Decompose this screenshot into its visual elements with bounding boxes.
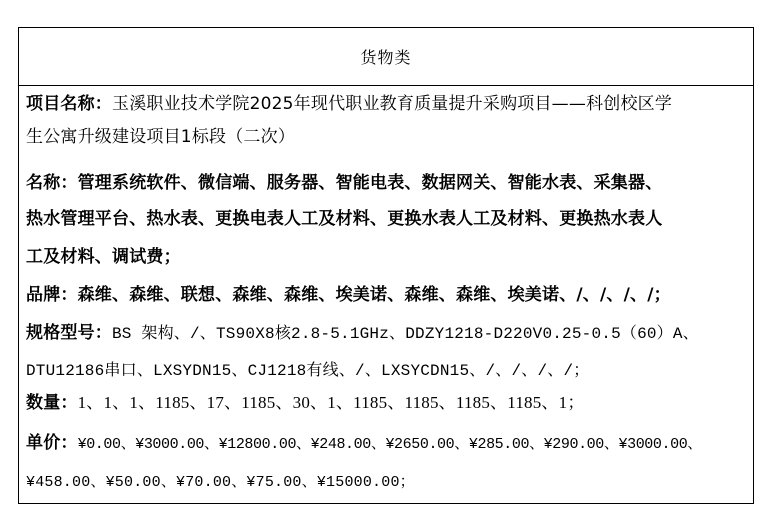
models-line-1 [26, 321, 752, 345]
quantities-value: 1、1、1、1185、17、1185、30、1、1185、1185、1185、1185、1； [77, 393, 585, 412]
table-header-row [19, 28, 753, 86]
brands-text: 品牌：森维、森维、联想、森维、森维、埃美诺、森维、森维、埃美诺、/、/、/、/； [26, 285, 671, 305]
project-name-value-cont: 生公寓升级建设项目1标段（二次） [26, 127, 296, 147]
item-names-line-1 [26, 171, 752, 195]
models-label: 规格型号： [26, 323, 112, 343]
item-names-line-3 [26, 245, 752, 269]
item-names-text: 名称：管理系统软件、微信端、服务器、智能电表、数据网关、智能水表、采集器、 [26, 173, 663, 193]
unit-prices-line-1 [26, 431, 752, 455]
project-name-line-1 [26, 92, 752, 116]
table-title: 货物类 [360, 48, 412, 67]
project-name-value: 玉溪职业技术学院2025年现代职业教育质量提升采购项目——科创校区学 [112, 94, 673, 114]
quantities-line [26, 391, 752, 415]
project-name-label: 项目名称： [26, 94, 112, 114]
models-line-2 [26, 359, 752, 383]
project-name-line-2 [26, 125, 752, 149]
models-value: BS 架构、/、TS90X8核2.8-5.1GHz、DDZY1218-D220V0.25-0.5（60）A、 [112, 325, 699, 343]
models-value-cont: DTU12186串口、LXSYDN15、CJ1218有线、/、LXSYCDN15、/、/、/、/； [26, 362, 590, 380]
unit-prices-label: 单价： [26, 433, 78, 453]
unit-prices-value: ¥0.00、¥3000.00、¥12800.00、¥248.00、¥2650.00、¥285.00、¥290.00、¥3000.00、 [77, 436, 702, 453]
unit-prices-line-2 [26, 471, 752, 495]
unit-prices-value-cont: ¥458.00、¥50.00、¥70.00、¥75.00、¥15000.00； [26, 474, 415, 491]
item-names-text-end: 工及材料、调试费； [26, 247, 181, 267]
item-names-text-cont: 热水管理平台、热水表、更换电表人工及材料、更换水表人工及材料、更换热水表人 [26, 209, 663, 229]
quantities-label: 数量： [26, 393, 78, 413]
brands-line [26, 283, 752, 307]
item-names-line-2 [26, 207, 752, 231]
goods-table [18, 27, 754, 504]
